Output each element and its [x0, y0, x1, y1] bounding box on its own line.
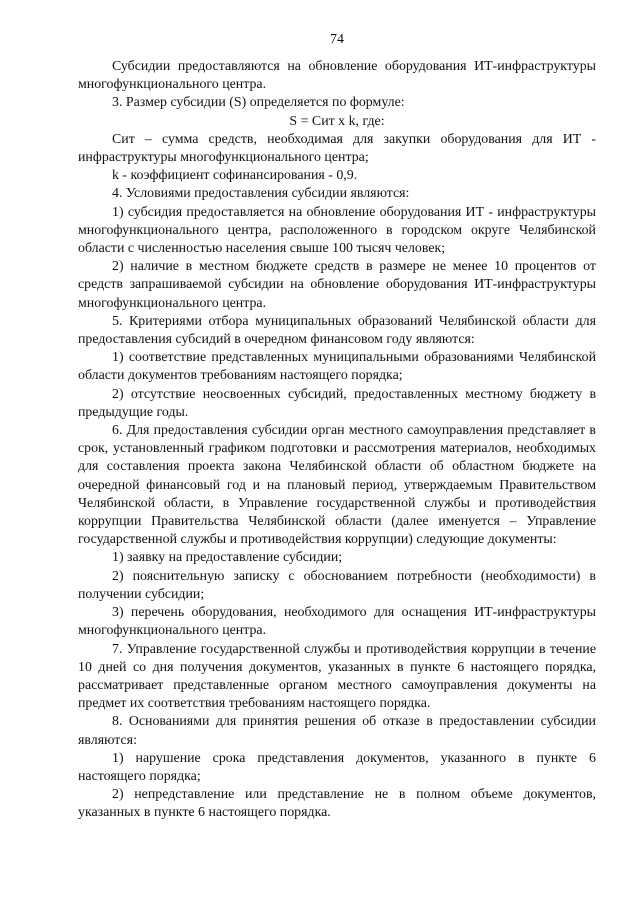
paragraph-condition-1: 1) субсидия предоставляется на обновление оборудования ИТ - инфраструктуры многофункционального центра, расположенного в городском округе Челябинской области с численностью населения свыше 100 тысяч человек;	[78, 204, 596, 257]
page-number: 74	[330, 32, 344, 47]
subsidy-formula: S = Сит x k, где:	[289, 113, 385, 129]
paragraph-item-5-criteria: 5. Критериями отбора муниципальных образований Челябинской области для предоставления субсидий в очередном финансовом году являются:	[78, 313, 596, 348]
paragraph-document-3: 3) перечень оборудования, необходимого для оснащения ИТ-инфраструктуры многофункционального центра.	[78, 605, 596, 639]
paragraph-refusal-1: 1) нарушение срока представления документов, указанного в пункте 6 настоящего порядка;	[78, 750, 596, 784]
paragraph-criterion-1: 1) соответствие представленных муниципальными образованиями Челябинской области документов требованиям настоящего порядка;	[78, 350, 596, 384]
paragraph-item-6-documents: 6. Для предоставления субсидии орган местного самоуправления представляет в срок, установленный графиком подготовки и рассмотрения материалов, необходимых для составления проекта закона Челябинской области об областном бюджете на очередной финансовый год и на плановый период, утверждаемым Правительством Челябинской области, в Управление государственной службы и противодействия коррупции Правительства Челябинской области (далее именуется – Управление государственной службы и противодействия коррупции) следующие документы:	[78, 423, 596, 548]
paragraph-k-definition: k - коэффициент софинансирования - 0,9.	[112, 168, 358, 184]
paragraph-condition-2: 2) наличие в местном бюджете средств в размере не менее 10 процентов от средств запрашиваемой субсидии на обновление оборудования ИТ-инфраструктуры многофункционального центра.	[78, 259, 596, 311]
document-page	[78, 32, 596, 823]
paragraph-item-3-formula-intro: 3. Размер субсидии (S) определяется по формуле:	[112, 95, 405, 111]
paragraph-subsidy-purpose: Субсидии предоставляются на обновление оборудования ИТ-инфраструктуры многофункционального центра.	[78, 59, 596, 93]
paragraph-document-2: 2) пояснительную записку с обоснованием потребности (необходимости) в получении субсидии;	[78, 568, 596, 602]
paragraph-item-8-refusal: 8. Основаниями для принятия решения об отказе в предоставлении субсидии являются:	[78, 714, 596, 748]
paragraph-refusal-2: 2) непредставление или представление не в полном объеме документов, указанных в пункте 6 настоящего порядка.	[78, 787, 596, 821]
paragraph-item-7-review: 7. Управление государственной службы и противодействия коррупции в течение 10 дней со дня получения документов, указанных в пункте 6 настоящего порядка, рассматривает представленные органом местного самоуправления документы на предмет их соответствия требованиям настоящего порядка.	[78, 641, 596, 712]
paragraph-document-1: 1) заявку на предоставление субсидии;	[112, 550, 343, 566]
paragraph-criterion-2: 2) отсутствие неосвоенных субсидий, предоставленных местному бюджету в предыдущие годы.	[78, 386, 596, 420]
paragraph-sit-definition: Сит – сумма средств, необходимая для закупки оборудования для ИТ - инфраструктуры многофункционального центра;	[78, 131, 596, 166]
paragraph-item-4-conditions: 4. Условиями предоставления субсидии являются:	[112, 186, 410, 202]
